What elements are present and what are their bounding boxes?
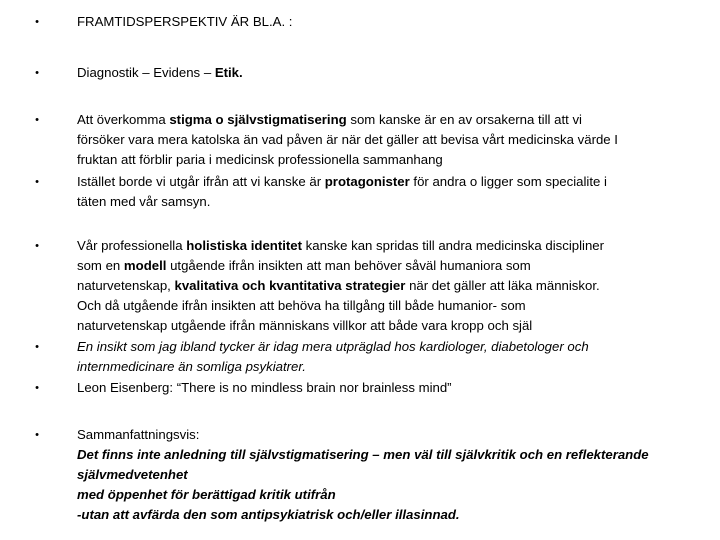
text-segment: internmedicinare än somliga psykiatrer. [77,359,306,374]
text-segment: Det finns inte anledning till självstigmatisering – men väl till självkritik och en reflekterande [77,447,649,462]
text-line [77,276,690,296]
bullet-text [77,236,690,336]
text-line [77,378,690,398]
bullet-icon: • [35,341,39,353]
text-segment: Istället borde vi utgår ifrån att vi kanske är [77,174,325,189]
text-segment: FRAMTIDSPERSPEKTIV ÄR BL.A. : [77,14,293,29]
text-segment: Sammanfattningsvis: [77,427,200,442]
text-segment: som en [77,258,124,273]
bullet-icon: • [35,382,39,394]
text-segment: för andra o ligger som specialite i [409,174,607,189]
bullet-icon: • [35,16,39,28]
text-segment: med öppenhet för berättigad kritik utifrån [77,487,336,502]
text-line [77,150,690,170]
text-segment: naturvetenskap utgående ifrån människans villkor att både vara kropp och själ [77,318,533,333]
text-line [77,110,690,130]
text-line [77,445,690,465]
bullet-text [77,337,690,377]
bullet-text [77,378,690,398]
bullet-item-future-perspective [32,12,690,32]
text-segment: Att överkomma [77,112,170,127]
text-line [77,337,690,357]
bullet-item-protagonists [32,172,690,212]
bullet-text [77,425,690,525]
text-segment: täten med vår samsyn. [77,194,211,209]
text-line [77,192,690,212]
bullet-item-insight [32,337,690,377]
text-segment: modell [123,258,167,273]
text-line [77,296,690,316]
bullet-item-eisenberg-quote [32,378,690,398]
bullet-text [77,110,690,170]
bullet-icon: • [35,176,39,188]
text-line [77,505,690,525]
text-line [77,485,690,505]
text-segment: Leon Eisenberg: “There is no mindless brain nor brainless mind” [77,380,452,395]
text-segment: försöker vara mera katolska än vad påven är när det gäller att bevisa vårt medicinska värde I [77,132,618,147]
text-line [77,357,690,377]
text-line [77,63,690,83]
text-segment: Diagnostik – Evidens – [77,65,215,80]
text-segment: Och då utgående ifrån insikten att behöva ha tillgång till både humanior- som [77,298,526,313]
text-line [77,172,690,192]
text-line [77,425,690,445]
text-segment: Etik. [214,65,243,80]
text-segment: Vår professionella [77,238,187,253]
bullet-icon: • [35,67,39,79]
bullet-item-diagnostics [32,63,690,83]
text-segment: utgående ifrån insikten att man behöver såväl humaniora som [166,258,531,273]
bullet-item-summary [32,425,690,525]
text-line [77,256,690,276]
text-segment: kanske kan spridas till andra medicinska discipliner [302,238,605,253]
text-segment: självmedvetenhet [77,467,188,482]
bullet-text [77,172,690,212]
text-segment: fruktan att förblir paria i medicinsk professionella sammanhang [77,152,443,167]
text-segment: holistiska identitet [186,238,303,253]
text-segment: kvalitativa och kvantitativa strategier [174,278,406,293]
text-line [77,130,690,150]
text-segment: när det gäller att läka människor. [405,278,600,293]
bullet-item-stigma [32,110,690,170]
text-segment: En insikt som jag ibland tycker är idag mera utpräglad hos kardiologer, diabetologer och [77,339,589,354]
text-line [77,465,690,485]
text-line [77,316,690,336]
text-segment: som kanske är en av orsakerna till att vi [346,112,582,127]
text-line [77,12,690,32]
bullet-text [77,63,690,83]
text-segment: naturvetenskap, [77,278,175,293]
text-segment: stigma o självstigmatisering [169,112,347,127]
text-line [77,236,690,256]
bullet-text [77,12,690,32]
bullet-icon: • [35,114,39,126]
bullet-item-holistic-identity [32,236,690,336]
text-segment: protagonister [324,174,410,189]
bullet-icon: • [35,429,39,441]
text-segment: -utan att avfärda den som antipsykiatrisk och/eller illasinnad. [77,507,460,522]
bullet-icon: • [35,240,39,252]
